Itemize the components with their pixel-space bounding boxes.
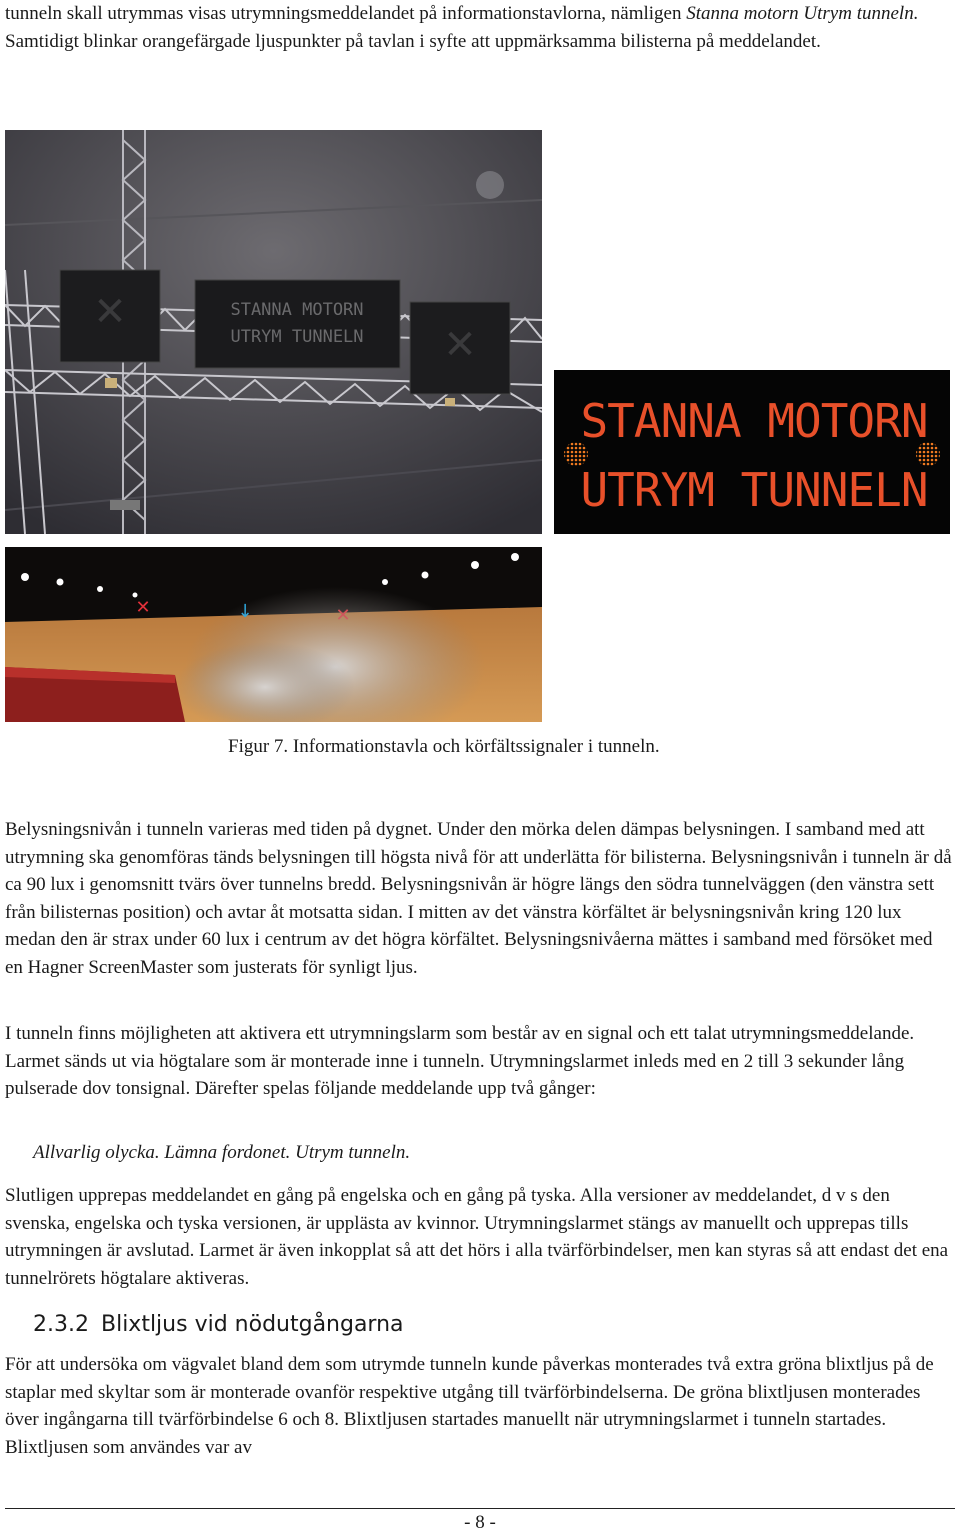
tunnel-ceiling-photo	[5, 130, 542, 534]
led-sign-photo	[554, 370, 950, 534]
lighting-paragraph: Belysningsnivån i tunneln varieras med tiden på dygnet. Under den mörka delen dämpas belysningen. I samband med att utrymning ska genomföras tänds belysningen till högsta nivå för att underlätta för bilisterna. Belysningsnivån i tunneln är då ca 90 lux i genomsnitt tvärs över tunnelns bredd. Belysningsnivån är högre längs den södra tunnelväggen (den vänstra sett från bilisternas position) och avtar åt motsatta sidan. I mitten av det vänstra körfältet är belysningsnivån kring 120 lux medan den är strax under 60 lux i centrum av det högra körfältet. Belysningsnivåerna mättes i samband med försöket med en Hagner ScreenMaster som justerats för synligt ljus.	[5, 819, 952, 978]
footer-divider	[5, 1508, 955, 1509]
svg-text:✕: ✕	[93, 289, 127, 335]
intro-text: tunneln skall utrymmas visas utrymningsmeddelandet på informationstavlorna, nämligen	[5, 3, 687, 24]
intro-text-end: Samtidigt blinkar orangefärgade ljuspunkter på tavlan i syfte att uppmärksamma bilisterna på meddelandet.	[5, 30, 821, 52]
repeat-paragraph: Slutligen upprepas meddelandet en gång på engelska och en gång på tyska. Alla versioner av meddelandet, d v s den svenska, engelska och tyska versionen, är upplästa av kvinnor. Utrymningslarmet stängs av manuellt och upprepas tills utrymningen är avslutad. Larmet är även inkopplat så att det hörs i alla tvärförbindelser, men kan styras så att endast det ena tunnelrörets högtalare aktiveras.	[5, 1185, 949, 1289]
section-heading	[33, 1312, 404, 1337]
tunnel-interior-photo	[5, 547, 542, 722]
section-title: Blixtljus vid nödutgångarna	[100, 1312, 404, 1337]
alarm-message-quote: Allvarlig olycka. Lämna fordonet. Utrym tunneln.	[33, 1142, 411, 1163]
svg-text:✕: ✕	[443, 322, 477, 368]
svg-text:✕: ✕	[135, 597, 151, 618]
section-number: 2.3.2	[33, 1312, 89, 1337]
led-sign-line-1: STANNA MOTORN	[580, 394, 928, 448]
overhead-sign-line-2: UTRYM TUNNELN	[230, 327, 364, 347]
figure-caption: Figur 7. Informationstavla och körfältssignaler i tunneln.	[228, 736, 660, 757]
intro-paragraph	[5, 0, 953, 55]
led-sign-line-2: UTRYM TUNNELN	[580, 463, 928, 517]
alarm-paragraph: I tunneln finns möjligheten att aktivera ett utrymningslarm som består av en signal och ett talat utrymningsmeddelande. Larmet sänds ut via högtalare som är monterade inne i tunneln. Utrymningslarmet inleds med en 2 till 3 sekunder lång pulserade dov tonsignal. Därefter spelas följande meddelande upp två gånger:	[5, 1023, 915, 1099]
flash-lights-paragraph: För att undersöka om vägvalet bland dem som utrymde tunneln kunde påverkas monterades två extra gröna blixtljus på de staplar med skyltar som är monterade ovanför respektive utgång till tvärförbindelserna. De gröna blixtljusen monterades över ingångarna till tvärförbindelse 6 och 8. Blixtljusen startades manuellt när utrymningslarmet i tunneln startades. Blixtljusen som användes var av	[5, 1354, 934, 1458]
overhead-sign-line-1: STANNA MOTORN	[230, 300, 364, 320]
page-number: - 8 -	[464, 1512, 496, 1533]
intro-italic-message: Stanna motorn Utrym tunneln.	[686, 3, 919, 24]
